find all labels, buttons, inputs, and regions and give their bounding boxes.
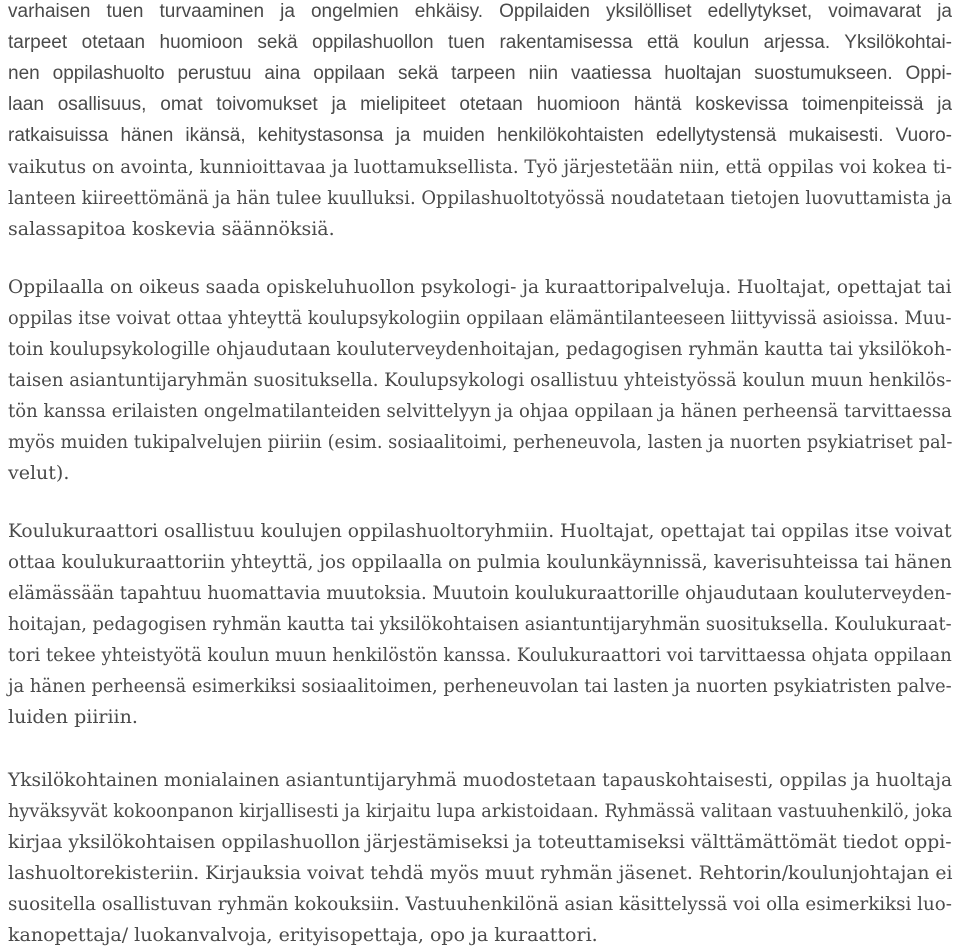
text-line: lashuoltorekisteriin. Kirjauksia voivat tehdä myös muut ryhmän jäsenet. Rehtorin/koulunjohtajan ei [8,862,953,884]
text-line: velut). [8,462,70,484]
text-line: Koulukuraattori osallistuu koulujen oppilashuoltoryhmiin. Huoltajat, opettajat tai oppilas itse voivat [8,520,952,542]
text-line: ratkaisuissa hänen ikänsä, kehitystasonsa ja muiden henkilökohtaisten edellytystensä mukaisesti. Vuoro- [8,125,952,146]
text-line: ja hänen perheensä esimerkiksi sosiaalitoimen, perheneuvolan tai lasten ja nuorten psykiatristen palve- [8,675,952,697]
text-line: hyväksyvät kokoonpanon kirjallisesti ja kirjaitu lupa arkistoidaan. Ryhmässä valitaan vastuuhenkilö, joka [8,800,953,822]
text-line: oppilas itse voivat ottaa yhteyttä koulupsykologiin oppilaan elämäntilanteeseen liittyvissä asioissa. Muu- [8,307,952,329]
text-line: salassapitoa koskevia säännöksiä. [8,218,335,240]
text-line: hoitajan, pedagogisen ryhmän kautta tai yksilökohtaisen asiantuntijaryhmän suosituksella. Koulukuraat- [8,613,952,635]
text-line: tön kanssa erilaisten ongelmatilanteiden selvittelyyn ja ohjaa oppilaan ja hänen perheensä tarvittaessa [8,400,952,422]
text-line: toin koulupsykologille ohjaudutaan kouluterveydenhoitajan, pedagogisen ryhmän kautta tai yksilökoh- [8,338,952,360]
text-line: vaikutus on avointa, kunnioittavaa ja luottamuksellista. Työ järjestetään niin, että oppilas voi kokea ti- [8,156,952,178]
text-line: myös muiden tukipalvelujen piiriin (esim. sosiaalitoimi, perheneuvola, lasten ja nuorten psykiatriset pal- [8,431,953,453]
text-line: lanteen kiireettömänä ja hän tulee kuulluksi. Oppilashuoltotyössä noudatetaan tietojen luovuttamista ja [8,187,952,209]
text-line: Oppilaalla on oikeus saada opiskeluhuollon psykologi- ja kuraattoripalveluja. Huoltajat, opettajat tai [8,276,952,298]
text-line: suositella osallistuvan ryhmän kokouksiin. Vastuuhenkilönä asian käsittelyssä voi olla esimerkiksi luo- [8,893,952,915]
text-line: kirjaa yksilökohtaisen oppilashuollon järjestämiseksi ja toteuttamiseksi välttämättömät tiedot oppi- [8,831,952,853]
text-line: elämässään tapahtuu huomattavia muutoksia. Muutoin koulukuraattorille ohjaudutaan kouluterveyden- [8,582,952,604]
text-line: nen oppilashuolto perustuu aina oppilaan sekä tarpeen niin vaatiessa huoltajan suostumukseen. Oppi- [8,63,952,84]
text-line: taisen asiantuntijaryhmän suosituksella. Koulupsykologi osallistuu yhteistyössä koulun muun henkilös- [8,369,952,391]
text-line: kanopettaja/ luokanvalvoja, erityisopettaja, opo ja kuraattori. [8,924,598,946]
text-line: luiden piiriin. [8,706,138,728]
text-line: varhaisen tuen turvaaminen ja ongelmien ehkäisy. Oppilaiden yksilölliset edellytykset, voimavarat ja [8,1,952,22]
text-line: Yksilökohtainen monialainen asiantuntijaryhmä muodostetaan tapauskohtaisesti, oppilas ja huoltaja [8,769,953,791]
text-line: tarpeet otetaan huomioon sekä oppilashuollon tuen rakentamisessa että koulun arjessa. Yksilökohtai- [8,32,952,53]
text-line: ottaa koulukuraattoriin yhteyttä, jos oppilaalla on pulmia koulunkäynnissä, kaverisuhteissa tai hänen [8,551,952,573]
text-line: tori tekee yhteistyötä koulun muun henkilöstön kanssa. Koulukuraattori voi tarvittaessa ohjata oppilaan [8,644,952,666]
text-line: laan osallisuus, omat toivomukset ja mielipiteet otetaan huomioon häntä koskevissa toimenpiteissä ja [8,94,952,115]
